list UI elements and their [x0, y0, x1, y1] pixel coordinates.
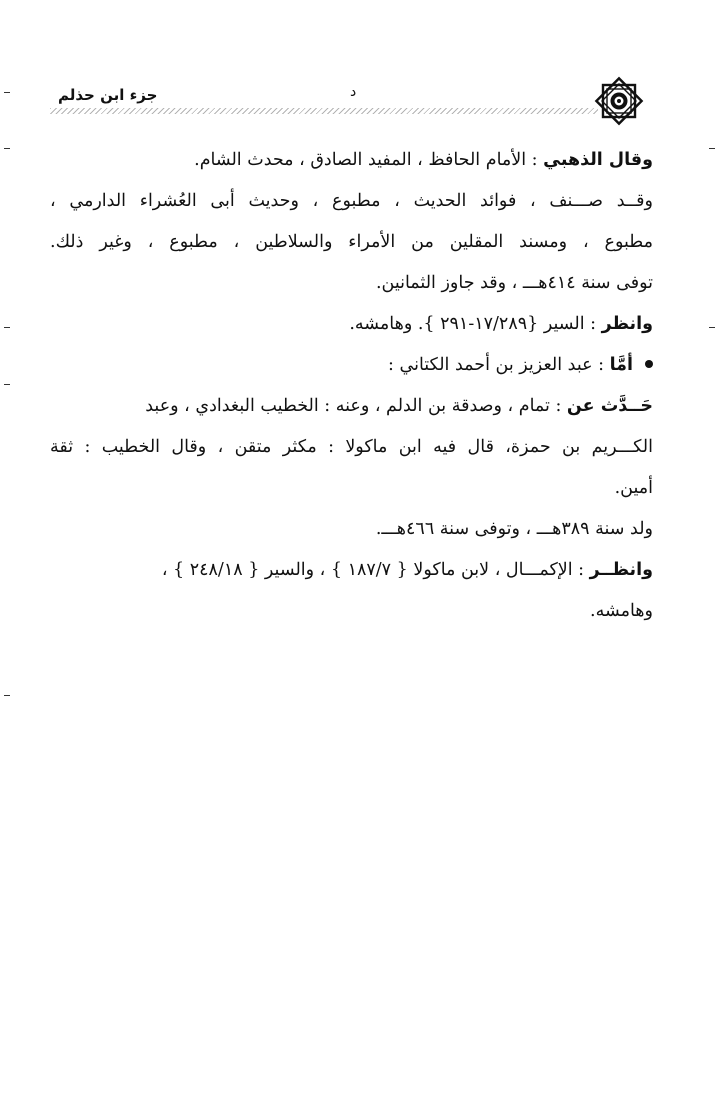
keyword: حَــدَّث عن: [566, 396, 653, 416]
margin-tick: [709, 327, 715, 328]
line-text: : عبد العزيز بن أحمد الكتاني :: [388, 355, 610, 375]
paragraph-line: ولد سنة ٣٨٩هـــ ، وتوفى سنة ٤٦٦هـــ.: [375, 519, 653, 539]
paragraph-line: [50, 304, 653, 345]
book-title: جزء ابن حذلم: [58, 86, 158, 104]
margin-tick: [709, 148, 715, 149]
line-text: : الإكمـــال ، لابن ماكولا { ١٨٧/٧ } ، والسير { ٢٤٨/١٨ } ،: [161, 560, 590, 580]
body-text: [50, 140, 653, 632]
page-header: [50, 78, 650, 118]
keyword: وانظر: [601, 314, 653, 334]
margin-tick: [4, 327, 10, 328]
paragraph-line: [50, 550, 653, 591]
bullet-dot-icon: [645, 360, 653, 368]
bullet-item: [50, 345, 653, 386]
keyword: وانظــر: [589, 560, 653, 580]
keyword: أمَّا: [609, 355, 633, 375]
paragraph-line: الكـــريم بن حمزة، قال فيه ابن ماكولا : مكثر متقن ، وقال الخطيب : ثقة: [50, 437, 653, 457]
keyword: وقال الذهبي: [543, 150, 653, 170]
page-number: د: [350, 84, 357, 100]
line-text: : تمام ، وصدقة بن الدلم ، وعنه : الخطيب البغدادي ، وعبد: [145, 396, 567, 416]
islamic-star-ornament-icon: [592, 74, 646, 128]
line-text: : السير {١٧/٢٨٩-٢٩١ }. وهامشه.: [349, 314, 602, 334]
paragraph-line: وهامشه.: [590, 601, 653, 621]
line-text: : الأمام الحافظ ، المفيد الصادق ، محدث الشام.: [194, 150, 544, 170]
header-divider: [50, 108, 598, 114]
margin-tick: [4, 148, 10, 149]
paragraph-line: [50, 386, 653, 427]
margin-tick: [4, 695, 10, 696]
paragraph-line: أمين.: [614, 478, 653, 498]
paragraph-line: [50, 140, 653, 181]
margin-tick: [4, 384, 10, 385]
paragraph-line: توفى سنة ٤١٤هـــ ، وقد جاوز الثمانين.: [375, 273, 653, 293]
margin-tick: [4, 92, 10, 93]
paragraph-line: مطبوع ، ومسند المقلين من الأمراء والسلاطين ، مطبوع ، وغير ذلك.: [50, 232, 653, 252]
paragraph-line: وقــد صـــنف ، فوائد الحديث ، مطبوع ، وحديث أبى العُشراء الدارمي ،: [50, 191, 653, 211]
